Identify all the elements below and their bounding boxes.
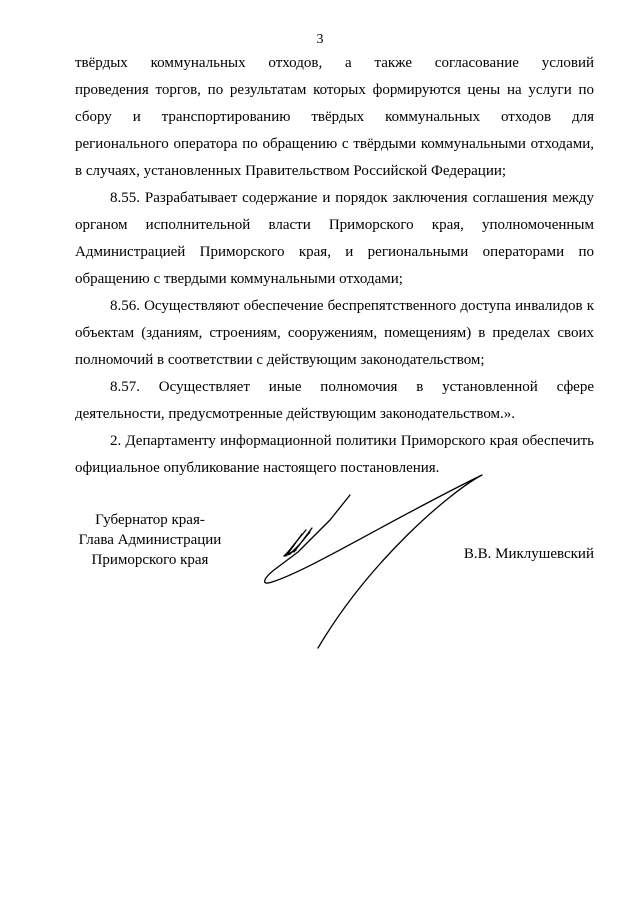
document-body: [75, 50, 594, 482]
page-number: 3: [316, 32, 324, 47]
signatory-title-line: Глава Администрации: [78, 532, 222, 548]
paragraph-continuation: [75, 50, 594, 185]
paragraph-8-56: 8.56. Осуществляют обеспечение беспрепятственного доступа инвалидов к объектам (зданиям, строениям, сооружениям, помещениям) в пределах своих полномочий в соответствии с действующим законодательством;: [75, 298, 594, 368]
paragraph-2: 2. Департаменту информационной политики Приморского края обеспечить официальное опубликование настоящего постановления.: [75, 433, 594, 476]
text-line: регионального оператора по обращению с твёрдыми коммунальными отходами,: [75, 136, 594, 152]
paragraph-8-57: 8.57. Осуществляет иные полномочия в установленной сфере деятельности, предусмотренные действующим законодательством.».: [75, 379, 594, 422]
text-line: твёрдых коммунальных отходов, а также согласование условий: [75, 55, 594, 71]
text-line: сбору и транспортированию твёрдых коммунальных отходов для: [75, 109, 594, 125]
signatory-name: В.В. Миклушевский: [463, 546, 594, 562]
text-line: в случаях, установленных Правительством Российской Федерации;: [75, 163, 507, 179]
signatory-title-line: Губернатор края-: [95, 512, 205, 528]
paragraph-8-55: 8.55. Разрабатывает содержание и порядок заключения соглашения между органом исполнительной власти Приморского края, уполномоченным Администрацией Приморского края, и региональными операторами по обращению с твердыми коммунальными отходами;: [75, 190, 594, 287]
signatory-title-line: Приморского края: [91, 552, 209, 568]
handwritten-signature: [250, 470, 490, 660]
text-line: проведения торгов, по результатам которых формируются цены на услуги по: [75, 82, 594, 98]
signatory-title: [75, 510, 225, 570]
